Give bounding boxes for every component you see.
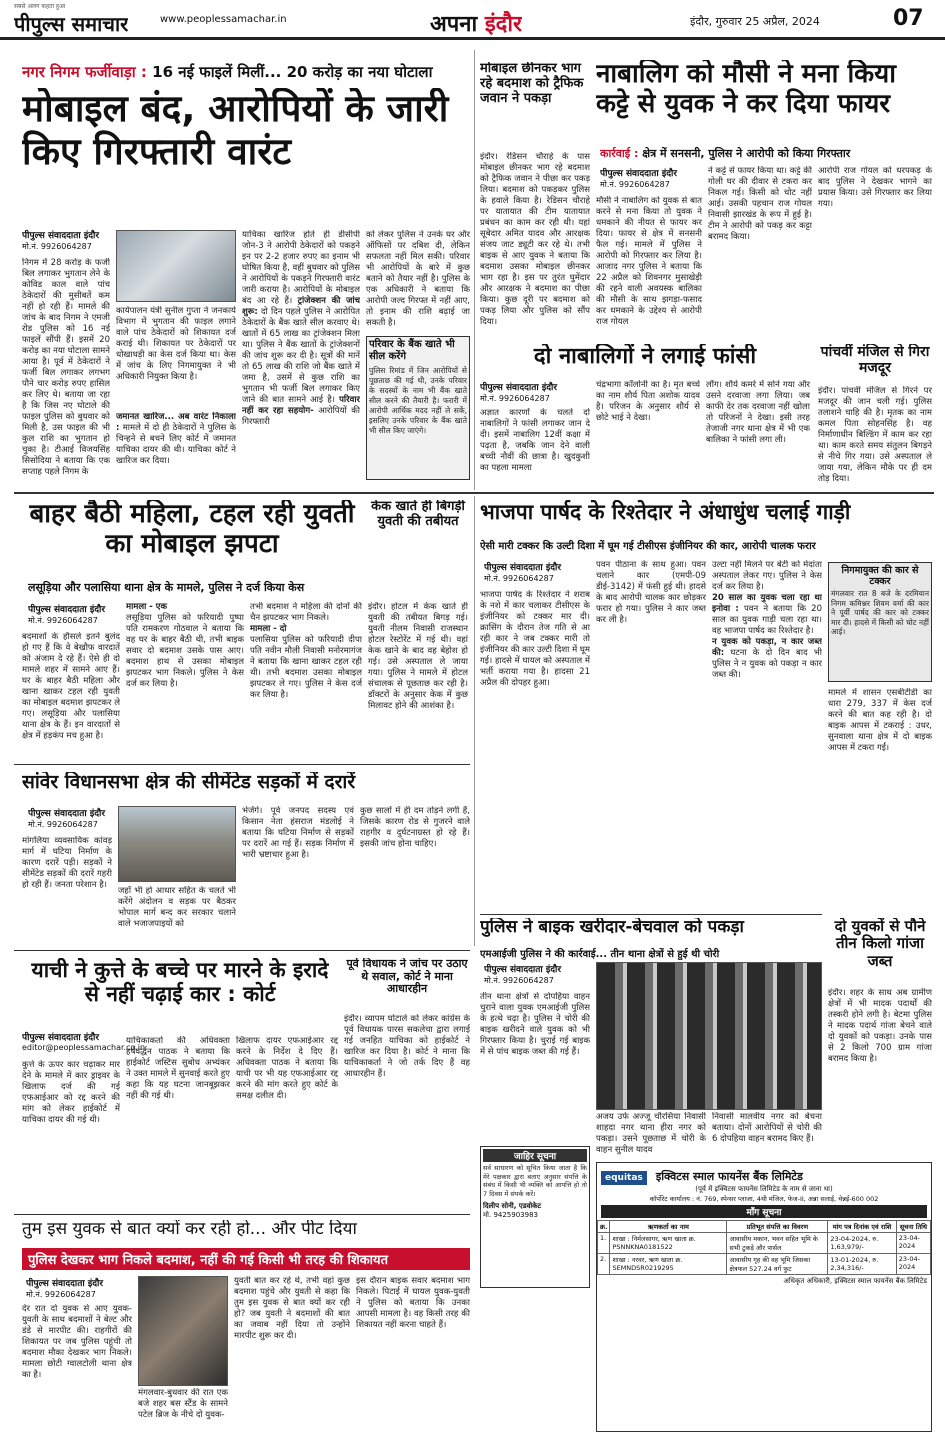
story10-photo-caption: जहाँ भी हो आधार सहित के चलते भी करेंगे अंदोलन व सड़क पर बैठकर भोपाल मार्ग बन्द कर सरकार चलाने वाले भजाजपाइयों को: [118, 886, 236, 929]
story11-col1: कुत्ते के ऊपर कार चढ़ाकर मार देने के मामले में कार ड्राइवर के खिलाफ दर्ज की गई एफआईआर को रद्द करने की मांग को लेकर हाईकोर्ट में याचिका दायर की गई थी।: [22, 1060, 120, 1125]
story1-photo-caption: कार्यपालन यंत्री सुनील गुप्ता ने जनकार्य विभाग में भुगतान की फाइल लगाने वाले पांच ठेकेदारों को शिकायत दर्ज कराई थी। शिकायत पर ठेकेदारों पर धोखाधड़ी का केस दर्ज किया था। केस में जांच के लिए निगमायुक्त ने भी अधिकारी नियुक्त किया है।: [116, 306, 236, 382]
ad-title: इक्विटस स्माल फायनेंस बैंक लिमिटेड: [655, 1170, 803, 1183]
story1-box-text: पुलिस रिमांड में जिन आरोपियों से पूछताछ की गई थी, उनके परिवार के सदस्यों के नाम भी बैंक खाते सील करने की तैयारी है। फरारी में आरोपी आर्थिक मदद नहीं ले सकें, इसलिए उनके परिवार के बैंक खाते भी सील किए जाएंगे।: [369, 366, 467, 435]
story6-col2: मामला - एक लसूड़िया पुलिस को फरियादी पुष्पा पति रामकरण गोठवाल ने बताया कि वह घर के बाहर बैठी थी, तभी बाइक सवार दो बदमाश उसके पास आए। बदमाश हाथ से उसका मोबाइल झपटकर भाग निकले। पुलिस ने केस दर्ज कर लिया है।: [126, 602, 244, 689]
ad-address: कॉर्पोरेट कार्यालय : नं. 769, स्पेन्सर प्लाजा, 4थी मंजिल, फेज-II, अन्ना सलाई, चेन्नई-600 002: [649, 1195, 879, 1203]
notice-lawyer: दिलीप सोनी, एडवोकेट: [483, 1202, 542, 1210]
story10-byline: पीपुल्स संवाददाता इंदौर मो.नं. 9926064287: [28, 809, 106, 829]
story1-byline: पीपुल्स संवाददाता इंदौर मो.नं. 9926064287: [22, 231, 100, 251]
story3-col3: आरोपी राज गोयल को धरपकड़ के बाद पुलिस ने देखकर भागने का प्रयास किया। उसे गिरफ्तार कर लिया गया।: [818, 166, 932, 209]
story5-headline: पांचवीं मंजिल से गिरा मजदूर: [820, 344, 930, 377]
story9-box: [828, 562, 932, 682]
story4-col3: लौंग। शौर्य कमरे में सोने गया और उसने दरवाजा लगा लिया। जब काफी देर तक दरवाजा नहीं खोला तो परिजनों ने देखा। इसी तरह तेजाजी नगर थाना क्षेत्र में भी एक बालिका ने फांसी लगा ली।: [706, 380, 810, 445]
story6-col3: तभी बदमाश ने महिला की दोनों की चैन झपटकर भाग निकले। मामला - दो पलासिया पुलिस को फरियादी दीपा पति नवीन मौली निवासी मनोरमागंज ने बताया कि खाना खाकर टहल रही थी। तभी बदमाश उसका मोबाइल झपटकर ले गए। पुलिस ने केस दर्ज कर लिया है।: [250, 602, 362, 700]
story1-photo: [116, 230, 236, 302]
story15-byline: पीपुल्स संवाददाता इंदौर मो.नं. 9926064287: [26, 1279, 104, 1299]
ad-table: [597, 1220, 931, 1275]
story10-photo: [118, 806, 236, 882]
story10-col3: कुछ सालों में ही दम तोड़ने लगी हैं, जिसके कारण रोड से गुजरने वाले राहगीर व दुर्घटनाग्रस्त हो रहे हैं। इसकी जांच होना चाहिए।: [360, 806, 470, 849]
story3-col1: मौसी ने नाबालिग को युवक से बात करने से मना किया तो युवक ने धमकाने की नीयत से फायर कर दिया। फायर से क्षेत्र में सनसनी फैल गई। मामले में पुलिस ने आरोपी को गिरफ्तार कर लिया है। आजाद नगर पुलिस ने बताया कि 22 अप्रैल को शिवनगर मुसाखेड़ी की रहने वाली अवयस्क बालिका की मौसी के साथ झगड़ा-फसाद कर धमकाने के उद्देश्य से आरोपी राज गोयल: [596, 196, 702, 327]
story9-box-text: मंगलवार रात 8 बजे के दरमियान निगम कमिश्नर शिवम वर्मा की कार ने पूर्वी पार्षद की कार को टक्कर मार दी। हादसे में किसी को चोट नहीं आई।: [831, 589, 929, 636]
story15-col3: इस दौरान बाइक सवार बदमाश भाग निकले। पिटाई में घायल युवक-युवती ने पुलिस को बताया कि उनका आपसी मामला है। वह किसी तरह की शिकायत नहीं करना चाहते हैं।: [356, 1276, 470, 1330]
story6-byline: पीपुल्स संवाददाता इंदौर मो.नं. 9926064287: [28, 605, 106, 625]
story13-col2: निवासी मालवीय नगर को बेचना बताया। दोनों आरोपियों से चोरी की 6 दोपहिया वाहन बरामद किए हैं।: [712, 1112, 822, 1144]
story13-photo-caption: अजय उर्फ अज्जू चौरसिया निवासी शाहदा नगर थाना हीरा नगर को पकड़ा। उसने पूछताछ में चोरी के वाहन सुनील यादव: [596, 1112, 706, 1155]
masthead: [0, 0, 945, 40]
story13-photo: [596, 962, 822, 1110]
story2-headline: मोबाइल छीनकर भाग रहे बदमाश को ट्रैफिक जवान ने पकड़ा: [480, 62, 584, 106]
story11-col2: याचिकाकर्ता की अधिवक्ता हर्षवर्द्धन पाठक ने बताया कि हाईकोर्ट जस्टिस सुबोध अभ्यंकर ने उक्त मामले में सुनवाई करते हुए कहा कि यह घटना जानबूझकर नहीं की गई थी।: [126, 1036, 230, 1101]
dateline: इंदौर, गुरुवार 25 अप्रैल, 2024: [690, 15, 820, 28]
ad-table-header: क्र.: [598, 1221, 610, 1233]
story1-col4: को लेकर पुलिस ने उनके घर और ऑफिसों पर दबिश दी, लेकिन सफलता नहीं मिल सकी। परिवार भी आरोपियों के बारे में कुछ बताने को तैयार नहीं है। पुलिस के एक अधिकारी ने बताया कि आरोपी जल्द गिरफ्त में नहीं आए, तो इनाम की राशि बढ़ाई जा सकती है।: [366, 230, 470, 328]
story6-deck: लसूड़िया और पलासिया थाना क्षेत्र के मामले, पुलिस ने दर्ज किया केस: [28, 581, 305, 594]
story3-col2: ने कट्टे से फायर किया था। कट्टे की गोली घर की दीवार से टकरा कर निकल गई। किसी को चोट नहीं आई। उसकी पहचान राज गोयल निवासी झारखंड के रूप में हुई है। टीम ने आरोपी को पकड़ कर कट्टा बरामद किया।: [708, 166, 812, 242]
story8-deck: ऐसी मारी टक्कर कि उल्टी दिशा में घूम गई टीसीएस इंजीनियर की कार, आरोपी चालक फरार: [480, 541, 816, 552]
story4-col2: चंद्रभागा कॉलोनी का है। मृत बच्चे का नाम शौर्य पिता अशोक यादव है। परिजन के अनुसार शौर्य से छोटे भाई ने देखा।: [596, 380, 700, 423]
story1-col3: याचिका खारिज होते ही डीसीपी जोन-3 ने आरोपी ठेकेदारों को पकड़ने इन पर 2-2 हजार रुपए का इनाम भी घोषित किया है, वहीं बुधवार को पुलिस ने आरोपियों के पकड़ने गिरफ्तारी वारंट जारी कराया है। आरोपियों के मोबाइल बंद आ रहे हैं। ट्रांजेक्शन की जांच शुरू: दो दिन पहले पुलिस ने आरोपित ठेकेदारों के बैंक खाते सील करवाए थे। खातों में 65 लाख का ट्रांजेक्शन मिला था। पुलिस ने बैंक खातों के ट्रांजेक्शनों की जांच शुरू कर दी है। सूत्रों की मानें तो 65 लाख की राशि जो बैंक खाते में जमा है, उसमें से कुछ राशि का भुगतान भी फर्जी बिल लगाकर किए जाने की बात सामने आई है। परिवार नहीं कर रहा सहयोग- आरोपियों की गिरफ्तारी: [242, 230, 360, 427]
column-rule: [474, 496, 475, 946]
story13-headline: पुलिस ने बाइक खरीदार-बेचवाल को पकड़ा: [480, 918, 744, 937]
story7-text: इंदौर। होटल में केक खाते ही युवती की तबीयत बिगड़ गई। युवती नीलम निवासी राजस्थान होटल रेस्टोरेंट में गई थी। वहां केक खाने के बाद वह बेहोश हो गई। उसे अस्पताल ले जाया गया। पुलिस ने मामले में होटल संचालक से पूछताछ कर रही है। डॉक्टरों के अनुसार केक में कुछ मिलावट होने की आशंका है।: [368, 602, 468, 711]
story14-text: इंदौर। शहर के साथ अब ग्रामीण क्षेत्रों में भी मादक पदार्थों की तस्करी होने लगी है। बेटमा पुलिस ने मादक पदार्थ गांजा बेचने वाले दो युवकों को पकड़ा। उनके पास से 2 किलो 700 ग्राम गांजा बरामद किया है।: [828, 988, 932, 1064]
story14-headline: दो युवकों से पौने तीन किलो गांजा जब्त: [834, 918, 926, 970]
notice-text: सर्व साधारण को सूचित किया जाता है कि मेरे पक्षकार द्वारा बताए अनुसार संपत्ति के संबंध में किसी भी व्यक्ति को आपत्ति हो तो 7 दिवस में संपर्क करें।: [483, 1164, 587, 1198]
story1-box-title: परिवार के बैंक खाते भी सील करेंगे: [369, 339, 455, 362]
story7-headline: केक खाते ही बिगड़ी युवती की तबीयत: [371, 500, 465, 529]
section-rule: [14, 1214, 470, 1215]
story11-headline: याची ने कुत्ते के बच्चे पर मारने के इरादे से नहीं चढ़ाई कार : कोर्ट: [31, 958, 329, 1007]
ad-table-header: ऋणकर्ता का नाम: [610, 1221, 727, 1233]
page-number: 07: [893, 6, 924, 31]
ad-table-header: प्रतिभूत संपत्ति का विवरण: [727, 1221, 828, 1233]
ad-subtitle: (पूर्व में इक्विटस फायनेंस लिमिटेड के नाम से जाना था): [695, 1185, 833, 1193]
story11-col3: खिलाफ दायर एफआईआर रद्द करने के निर्देश दे दिए हैं। अधिवक्ता पाठक ने बताया कि याची पर भी यह एफआईआर रद्द करने की मांग करते हुए कोर्ट के समक्ष दलील दी।: [236, 1036, 338, 1101]
section-rule: [14, 764, 470, 765]
story10-headline: सांवेर विधानसभा क्षेत्र की सीमेंटेड सड़कों में दरारें: [22, 772, 356, 793]
equitas-logo: equitas: [601, 1171, 647, 1185]
story4-headline: दो नाबालिगों ने लगाई फांसी: [533, 344, 757, 369]
story13-byline: पीपुल्स संवाददाता इंदौर मो.नं. 9926064287: [484, 965, 562, 985]
ad-heading: माँग सूचना: [601, 1205, 927, 1218]
column-rule: [474, 50, 475, 490]
ad-signoff: अधिकृत अधिकारी, इक्विटस स्माल फायनेंस बैंक लिमिटेड: [783, 1277, 927, 1285]
notice-title: जाहिर सूचना: [483, 1149, 587, 1162]
story15-banner: पुलिस देखकर भाग निकले बदमाश, नहीं की गई किसी भी तरह की शिकायत: [22, 1248, 470, 1270]
story15-headline: तुम इस युवक से बात क्यों कर रही हो... और पीट दिया: [22, 1220, 357, 1239]
story8-headline: भाजपा पार्षद के रिश्तेदार ने अंधाधुंध चलाई गाड़ी: [480, 500, 851, 524]
table-row: 2. शाखा : नरवर, ऋण खाता क्र. SEMNDSR0219295 आवासीय गृह की वह भूमि जिसका क्षेत्रफल 527.24 वर्ग फुट 13-01-2024, रु. 2,34,316/- 23-04-2024: [598, 1254, 931, 1275]
story8-col1: भाजपा पार्षद के रिश्तेदार ने शराब के नशे में कार चलाकर टीसीएस के इंजीनियर को टक्कर मार दी। क्रासिंग के दौरान तेज गति से आ रही कार ने जब टक्कर मारी तो इंजीनियर की कार उल्टी दिशा में घूम गई। हादसे में घायल को अस्पताल में भर्ती कराया गया है। हादसा 21 अप्रैल की दोपहर हुआ।: [480, 590, 590, 688]
section-title: अपना इंदौर: [430, 12, 523, 37]
story3-byline: पीपुल्स संवाददाता इंदौर मो.नं. 9926064287: [600, 169, 678, 189]
story13-deck: एमआईजी पुलिस ने की कार्रवाई... तीन थाना क्षेत्रों से हुई थी चोरी: [480, 949, 720, 960]
story15-photo-caption: मंगलवार-बुधवार की रात एक बजे शहर बस स्टैंड के सामने पटेल ब्रिज के नीचे दो युवक-: [138, 1388, 228, 1420]
story9-box-title: निगमायुक्त की कार से टक्कर: [841, 565, 919, 587]
logo: [14, 2, 154, 38]
story3-deck: कार्रवाई : क्षेत्र में सनसनी, पुलिस ने आरोपी को किया गिरफ्तार: [600, 147, 851, 160]
story4-byline: पीपुल्स संवाददाता इंदौर मो.नं. 9926064287: [480, 383, 558, 403]
story10-col1: मांगलिया व्यवसायिक कांवड़ मार्ग में घटिया निर्माण के कारण दरारें पड़ी। सड़कों ने सीमेंटेड सड़कों की दरारें गहरी हो रही हैं। जनता परेशान है।: [22, 836, 112, 890]
story12-text: इंदौर। व्यापम घोटाले को लेकर कांग्रेस के पूर्व विधायक पारस सकलेचा द्वारा लगाई गई जनहित याचिका को हाईकोर्ट ने खारिज कर दिया है। कोर्ट ने माना कि याचिकाकर्ता ने जो तर्क दिए हैं वह आधारहीन हैं।: [344, 1014, 470, 1079]
story15-col1: देर रात दो युवक से आए युवक-युवती के साथ बदमाशों ने बेल्ट और डंडे से मारपीट की। राहगीरों की शिकायत पर जब पुलिस पहुंची तो बदमाश मौका देखकर भाग निकले। मामला छोटी ग्वालटोली थाना क्षेत्र का है।: [22, 1304, 132, 1380]
story15-col2: युवती बात कर रहे थे, तभी वहां कुछ बदमाश पहुंचे और युवती से कहा कि तुम इस युवक से बात क्यों कर रही हो? जब युवती ने बदमाशों की बात का जवाब नहीं दिया तो उन्होंने मारपीट शुरू कर दी।: [234, 1276, 350, 1341]
ad-table-header: मांग पत्र दिनांक एवं राशि: [828, 1221, 896, 1233]
story1-headline: मोबाइल बंद, आरोपियों के जारी किए गिरफ्तारी वारंट: [22, 88, 449, 173]
story8-col3: उल्टा नहीं मिलने पर बेटी को मेदांता अस्पताल लेकर गए। पुलिस ने केस दर्ज कर लिया है। 20 साल का युवक चला रहा था इनोवा : पवन ने बताया कि 20 साल का युवक गाड़ी चला रहा था। वह भाजपा पार्षद का रिश्तेदार है। न युवक को पकड़ा, न कार जब्त की: घटना के दो दिन बाद भी पुलिस ने न युवक को पकड़ा न कार जब्त की।: [712, 560, 822, 680]
story5-text: इंदौर। पांचवीं मंजिल से गिरने पर मजदूर की जान चली गई। पुलिस तलाशने चाहि की है। मृतक का नाम कमल पिता सोहनसिंह है। वह निर्माणाधीन बिल्डिंग में काम कर रहा था। काम करते समय संतुलन बिगड़ने से नीचे गिर गया। उसे अस्पताल ले जाया गया, लेकिन मौके पर ही दम तोड़ दिया।: [818, 386, 932, 484]
story13-col1: तीन थाना क्षेत्रों से दोपहिया वाहन चुराने वाला युवक एमआईजी पुलिस के हत्थे चढ़ा है। पुलिस ने चोरी की बाइक खरीदने वाले युवक को भी गिरफ्तार किया है। चुराई गई बाइक में से पांच बाइक जब्त की गई हैं।: [480, 992, 590, 1057]
story1-kicker: नगर निगम फर्जीवाड़ा : 16 नई फाइलें मिलीं... 20 करोड़ का नया घोटाला: [22, 63, 433, 81]
table-row: 1. शाखा : निर्मलसागर, ऋण खाता क्र. PSNNKNA0181522 आवासीय मकान, भवन सहित भूमि के सभी टुकड़े और पार्सल 23-04-2024, रु. 1,63,979/- 23-04-2024: [598, 1233, 931, 1254]
logo-tagline: सबसे अलग कहता हुआ: [14, 3, 66, 10]
story1-sidebar-box: [366, 336, 470, 480]
story2-text: इंदौर। रेडिसन चौराहे के पास मोबाइल छीनकर भाग रहे बदमाश को ट्रैफिक जवान ने पीछा कर पकड़ लिया। बदमाश को पकड़कर पुलिस के हवाले किया है। रेडिसन चौराहे पर यातायात की टीम यातायात प्रबंधन का काम कर रही थी। यहां सूबेदार अमित यादव और आरक्षक संजय जाट ड्यूटी कर रहे थे। तभी बाइक से आए युवक ने बताया कि बदमाश उसका मोबाइल छीनकर भाग रहा है। इस पर तुरंत घुमेंदार और आरक्षक ने बदमाश का पीछा किया। कुछ दूरी पर बदमाश को पकड़ लिया और पुलिस को सौंप दिया।: [480, 152, 590, 327]
story4-col1: अज्ञात कारणों के चलते दो नाबालिगों ने फांसी लगाकर जान दे दी। इसमें नाबालिग 12वीं कक्षा में पढ़ता है, जबकि जान देने वाली बच्ची नौवीं की छात्रा है। खुदकुशी का पहला मामला: [480, 408, 590, 473]
story1-col2b: जमानत खारिज... अब वारंट निकाला : मामले में दो ही ठेकेदारों ने पुलिस के चिन्हने से बचने लिए कोर्ट में जमानत याचिका दायर की थी। याचिका कोर्ट ने खारिज कर दिया।: [116, 412, 236, 466]
story3-headline: नाबालिग को मौसी ने मना किया कट्टे से युवक ने कर दिया फायर: [596, 60, 896, 119]
story15-photo: [138, 1276, 228, 1386]
story6-col1: बदमाशों के हौसले इतने बुलंद हो गए हैं कि वे बेखौफ वारदातें को अंजाम दे रहे हैं। ऐसे ही दो मामले शहर में सामने आए हैं। घर के बाहर बैठी महिला और खाना खाकर टहल रही युवती का मोबाइल बदमाश झपटकर ले गए। लसूड़िया और पलासिया थाना क्षेत्र के हैं। इन वारदातों से क्षेत्र में हड़कंप मच हुआ है।: [22, 632, 120, 741]
story11-byline: पीपुल्स संवाददाता इंदौर editor@peoplessamachar.co.in: [22, 1033, 146, 1052]
section-rule: [14, 950, 470, 951]
story8-byline: पीपुल्स संवाददाता इंदौर मो.नं. 9926064287: [484, 563, 562, 583]
logo-text: पीपुल्स समाचार: [14, 12, 129, 36]
story10-col2: भेजेंगे। पूर्व जनपद सदस्य एवं किसान नेता हंसराज मंडलोई ने बताया कि घटिया निर्माण से सड़कों पर दरारें आ गई हैं। सड़क निर्माण में भारी भ्रष्टाचार हुआ है।: [242, 806, 354, 860]
ad-table-header: सूचना तिथि: [896, 1221, 930, 1233]
notice-phone: मो. 9425903983: [483, 1211, 538, 1219]
story12-headline: पूर्व विधायक ने जांच पर उठाए थे सवाल, कोर्ट ने माना आधारहीन: [346, 958, 468, 996]
website-url: www.peoplessamachar.in: [160, 14, 287, 25]
story1-col1: निगम में 28 करोड़ के फर्जी बिल लगाकर भुगतान लेने के कोविड काल वाले पांच ठेकेदारों की मुसीबतें कम नहीं हो रही हैं। मामले की जांच के बाद निगम ने एमजी रोड पुलिस को 16 नई फाइलें सौंपी हैं। इसमें 20 करोड़ का नया घोटाला सामने आया है। पूर्व में ठेकेदारों ने फर्जी बिल लगाकर लगभग पौने चार करोड़ रुपए हासिल कर लिए थे। बताया जा रहा है कि जिस नए घोटाले की फाइल पुलिस को बुधवार को मिली है, उस फाइल की भी कुल राशि का भुगतान हो चुका है। टीआई विजयसिंह सिसोदिया ने बताया कि एक सप्ताह पहले निगम के: [22, 258, 110, 477]
story8-col2: पवन पीठाना के साथ हुआ। पवन चलाने कार (एमपी-09 डीई-3142) में फंसी हुई थी। हादसे के बाद आरोपी चालक कार छोड़कर फरार हो गया। पुलिस ने कार जब्त कर ली है।: [596, 560, 706, 625]
section-rule: [480, 914, 822, 915]
story9-col1: मामले में शासन एसबीटीडी का धारा 279, 337 में केस दर्ज करने की बात कह रही है। दो बाइक आपस में टकराई : उधर, सुनवाला थाना क्षेत्र में दो बाइक आपस में टकरा गईं।: [828, 688, 932, 753]
bank-advertisement: [596, 1162, 932, 1432]
story6-headline: बाहर बैठी महिला, टहल रही युवती का मोबाइल झपटा: [29, 500, 355, 559]
public-notice: [480, 1146, 590, 1288]
section-rule: [14, 492, 934, 494]
